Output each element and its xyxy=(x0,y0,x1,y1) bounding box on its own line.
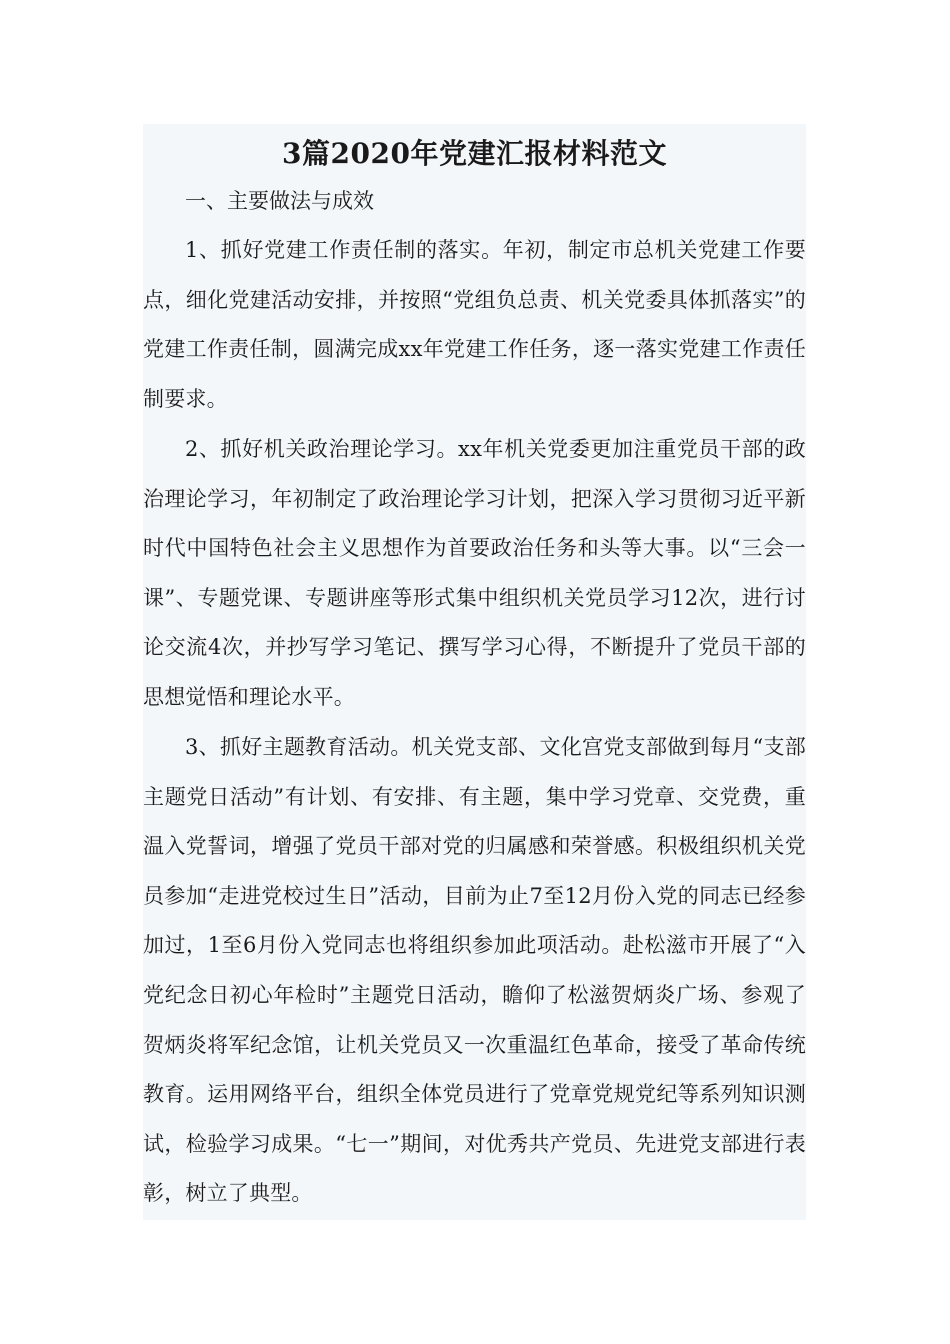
paragraph-3: 3、抓好主题教育活动。机关党支部、文化宫党支部做到每月“支部主题党日活动”有计划、有安排、有主题，集中学习党章、交党费，重温入党誓词，增强了党员干部对党的归属感和荣誉感。积极组织机关党员参加“走进党校过生日”活动，目前为止7至12月份入党的同志已经参加过，1至6月份入党同志也将组织参加此项活动。赴松滋市开展了“入党纪念日初心年检时”主题党日活动，瞻仰了松滋贺炳炎广场、参观了贺炳炎将军纪念馆，让机关党员又一次重温红色革命，接受了革命传统教育。运用网络平台，组织全体党员进行了党章党规党纪等系列知识测试，检验学习成果。“七一”期间，对优秀共产党员、先进党支部进行表彰，树立了典型。 xyxy=(143,735,806,1206)
section-heading: 一、主要做法与成效 xyxy=(185,189,374,213)
document-title: 3篇2020年党建汇报材料范文 xyxy=(282,137,667,170)
paragraph-1: 1、抓好党建工作责任制的落实。年初，制定市总机关党建工作要点，细化党建活动安排，并按照“党组负总责、机关党委具体抓落实”的党建工作责任制，圆满完成xx年党建工作任务，逐一落实党建工作责任制要求。 xyxy=(143,238,806,411)
document-page xyxy=(143,124,806,1220)
paragraph-2: 2、抓好机关政治理论学习。xx年机关党委更加注重党员干部的政治理论学习，年初制定了政治理论学习计划，把深入学习贯彻习近平新时代中国特色社会主义思想作为首要政治任务和头等大事。以“三会一课”、专题党课、专题讲座等形式集中组织机关党员学习12次，进行讨论交流4次，并抄写学习笔记、撰写学习心得，不断提升了党员干部的思想觉悟和理论水平。 xyxy=(143,437,806,709)
